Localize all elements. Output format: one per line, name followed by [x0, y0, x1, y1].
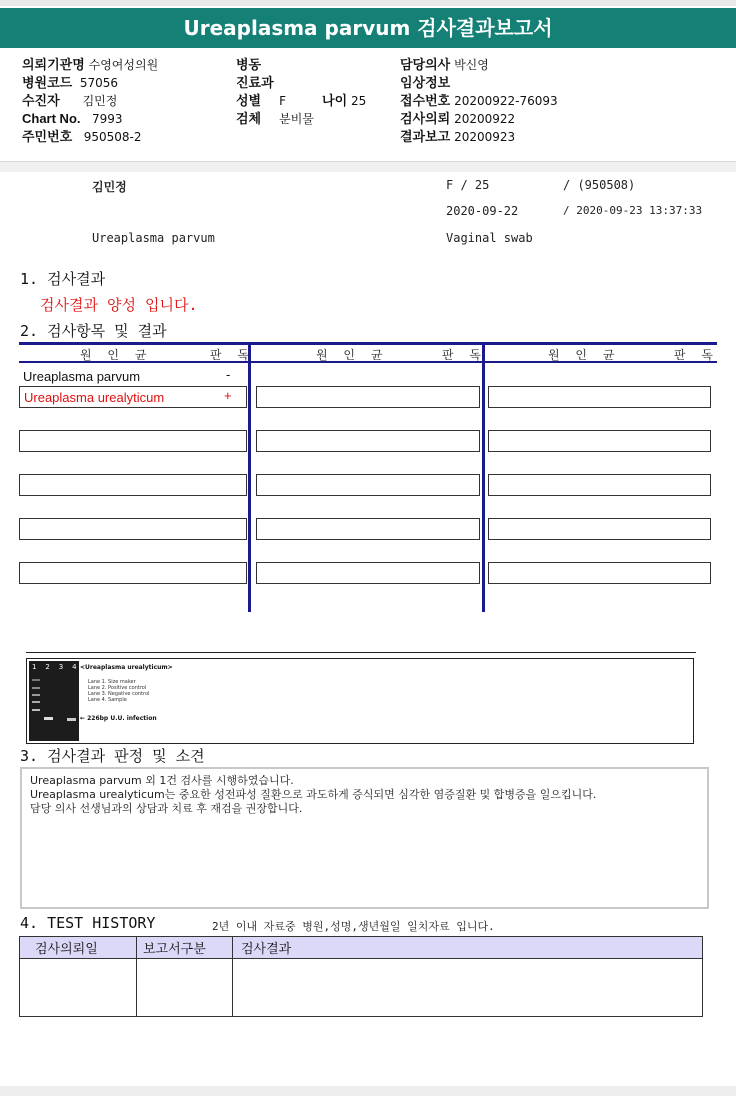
item-result-2: +: [224, 388, 232, 403]
hospital-name-value: 수영여성의원: [88, 58, 159, 72]
gel-legend-item: Lane 1. Size maker: [88, 679, 136, 685]
patient-value: 김민정: [82, 94, 118, 108]
history-cell: [20, 959, 137, 1017]
item-organism-2: Ureaplasma urealyticum: [24, 390, 165, 405]
patient-sex-age: F / 25: [446, 178, 490, 192]
history-cell: [137, 959, 233, 1017]
clinical-info-label: 임상정보: [400, 75, 451, 90]
opinion-line-3: 담당 의사 선생님과의 상담과 치료 후 재검을 권장합니다.: [30, 802, 303, 815]
header-separator: [0, 161, 736, 172]
age-label: 나이: [322, 93, 348, 108]
history-col-request-date: 검사의뢰일: [20, 937, 137, 959]
history-header-row: [20, 937, 703, 959]
grid-vline-2: [482, 342, 485, 612]
empty-cell: [256, 430, 480, 452]
age-value: 25: [350, 94, 367, 108]
ladder-band: [32, 679, 40, 681]
chart-no-label: Chart No.: [22, 111, 81, 126]
report-date-label: 결과보고: [400, 129, 451, 144]
report-datetime: / 2020-09-23 13:37:33: [563, 204, 703, 217]
opinion-box: [20, 767, 709, 909]
ward-label: 병동: [236, 57, 262, 72]
empty-cell: [19, 474, 247, 496]
doctor-label: 담당의사: [400, 57, 451, 72]
history-note: 2년 이내 자료중 병원,성명,생년월일 일치자료 입니다.: [212, 920, 495, 933]
test-name: Ureaplasma parvum: [92, 231, 215, 245]
resident-no-label: 주민번호: [22, 129, 73, 144]
history-table-wrap: [19, 936, 703, 1017]
sample-band: [67, 718, 76, 721]
doctor-value: 박신영: [454, 58, 489, 72]
history-empty-row: [20, 959, 703, 1017]
col1-header-judgement: 판 독: [210, 348, 255, 362]
empty-cell: [256, 386, 480, 408]
chart-no-value: 7993: [91, 112, 123, 126]
request-date-label: 검사의뢰: [400, 111, 451, 126]
empty-cell: [488, 386, 711, 408]
grid-top-line: [19, 342, 717, 345]
ladder-band: [32, 687, 40, 689]
positive-control-band: [44, 717, 53, 720]
lane-3: 3: [58, 663, 64, 671]
item-organism-1: Ureaplasma parvum: [23, 369, 141, 384]
dept-label: 진료과: [236, 75, 274, 90]
section4-title: 4. TEST HISTORY: [20, 914, 156, 932]
hospital-name-label: 의뢰기관명: [22, 57, 85, 72]
receipt-no-value: 20200922-76093: [454, 94, 558, 108]
gel-legend: [88, 679, 149, 703]
item-result-1: -: [226, 367, 231, 382]
request-date-value: 20200922: [454, 112, 516, 126]
hospital-code-label: 병원코드: [22, 75, 73, 90]
col1-header-organism: 원 인 균: [80, 348, 153, 362]
grid-vline-1: [248, 342, 251, 612]
empty-cell: [256, 474, 480, 496]
history-col-report-type: 보고서구분: [137, 937, 233, 959]
ladder-band: [32, 694, 40, 696]
history-col-result: 검사결과: [233, 937, 703, 959]
history-cell: [233, 959, 703, 1017]
empty-cell: [19, 562, 247, 584]
col2-header-organism: 원 인 균: [316, 348, 389, 362]
col3-header-judgement: 판 독: [674, 348, 719, 362]
history-table: [19, 936, 703, 1017]
gel-legend-item: Lane 4. Sample: [88, 697, 127, 703]
request-date: 2020-09-22: [446, 204, 519, 218]
empty-cell: [488, 474, 711, 496]
empty-cell: [256, 518, 480, 540]
header-info-col1: [22, 57, 158, 147]
patient-name: 김민정: [92, 180, 127, 194]
section1-title: 1. 검사결과: [20, 270, 106, 288]
header-info-col3: [400, 57, 558, 147]
sex-label: 성별: [236, 93, 262, 108]
lane-1: 1: [32, 663, 37, 671]
hospital-code-value: 57056: [79, 76, 119, 90]
empty-cell: [488, 518, 711, 540]
empty-cell: [19, 430, 247, 452]
gel-lane-numbers: [32, 663, 78, 671]
gel-top-rule: [26, 652, 696, 653]
gel-legend-item: Lane 2. Positive control: [88, 685, 147, 691]
section2-title: 2. 검사항목 및 결과: [20, 322, 167, 340]
gel-caption-title: <Ureaplasma urealyticum>: [80, 664, 173, 671]
header-info-col2: [236, 57, 366, 129]
lane-2: 2: [45, 663, 50, 671]
resident-no-value: 950508-2: [83, 130, 142, 144]
patient-label: 수진자: [22, 93, 60, 108]
section3-title: 3. 검사결과 판정 및 소견: [20, 747, 205, 765]
empty-cell: [256, 562, 480, 584]
report-title: Ureaplasma parvum 검사결과보고서: [0, 8, 736, 48]
receipt-no-label: 접수번호: [400, 93, 451, 108]
ladder-band: [32, 701, 40, 703]
section1-result: 검사결과 양성 입니다.: [40, 296, 198, 314]
col2-header-judgement: 판 독: [442, 348, 487, 362]
col3-header-organism: 원 인 균: [548, 348, 621, 362]
report-date-value: 20200923: [454, 130, 516, 144]
ladder-band: [32, 709, 40, 711]
gel-image: [29, 661, 79, 741]
bottom-band: [0, 1086, 736, 1096]
gel-band-label: ← 226bp U.U. infection: [80, 715, 157, 722]
opinion-line-1: Ureaplasma parvum 외 1건 검사를 시행하였습니다.: [30, 774, 294, 787]
empty-cell: [19, 518, 247, 540]
lane-4: 4: [72, 663, 77, 671]
gel-legend-item: Lane 3. Negative control: [88, 691, 150, 697]
specimen-value: 분비물: [279, 112, 314, 126]
empty-cell: [488, 562, 711, 584]
top-band: [0, 0, 736, 6]
sex-value: F: [279, 94, 287, 108]
specimen-label: 검체: [236, 111, 262, 126]
specimen-type: Vaginal swab: [446, 231, 533, 245]
patient-birth: / (950508): [563, 178, 636, 192]
opinion-line-2: Ureaplasma urealyticum는 중요한 성전파성 질환으로 과도하게 증식되면 심각한 염증질환 및 합병증을 일으킵니다.: [30, 788, 597, 801]
empty-cell: [488, 430, 711, 452]
